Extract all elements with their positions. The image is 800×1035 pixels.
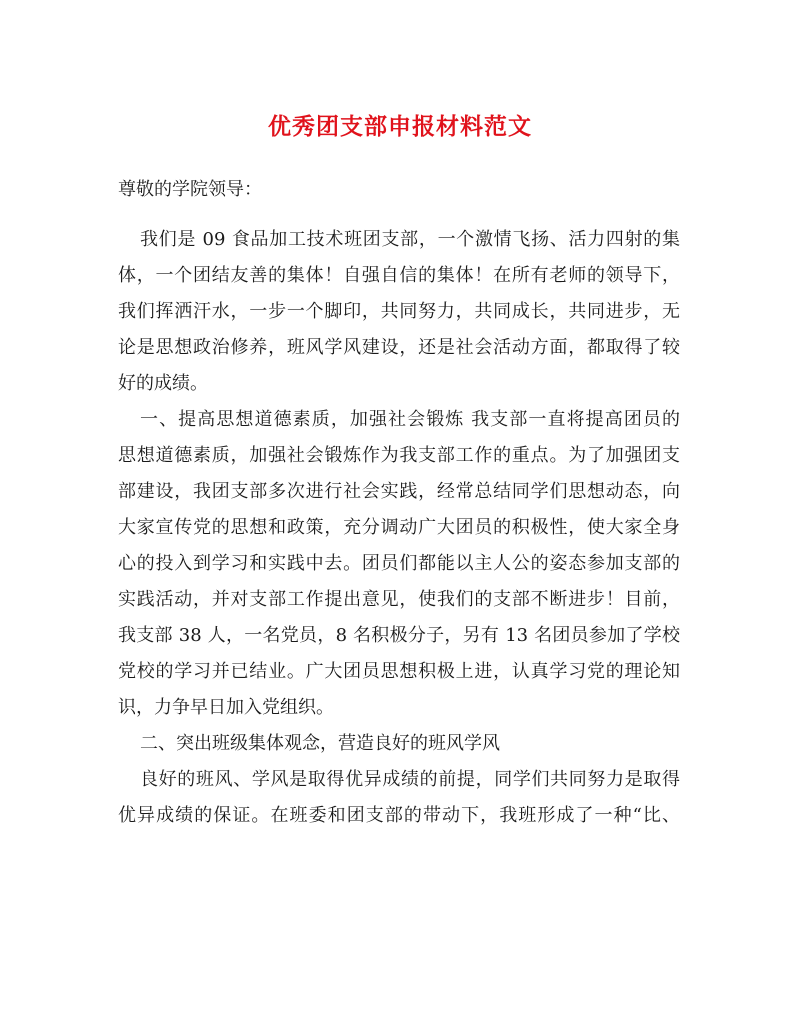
document-title: 优秀团支部申报材料范文: [268, 113, 532, 140]
paragraph-line: 一、提高思想道德素质，加强社会锻炼 我支部一直将提高团员的: [140, 409, 680, 430]
paragraph-line: 论是思想政治修养，班风学风建设，还是社会活动方面，都取得了较: [118, 337, 680, 358]
paragraph-line: 党校的学习并已结业。广大团员思想积极上进，认真学习党的理论知: [118, 661, 680, 682]
paragraph-line: 体，一个团结友善的集体！自强自信的集体！在所有老师的领导下，: [118, 265, 680, 286]
section-heading: 二、突出班级集体观念，营造良好的班风学风: [140, 733, 500, 754]
paragraph-line: 优异成绩的保证。在班委和团支部的带动下，我班形成了一种“比、: [118, 805, 680, 826]
salutation: 尊敬的学院领导：: [118, 179, 262, 200]
paragraph-line: 心的投入到学习和实践中去。团员们都能以主人公的姿态参加支部的: [118, 553, 680, 574]
paragraph-line: 良好的班风、学风是取得优异成绩的前提，同学们共同努力是取得: [140, 769, 680, 790]
paragraph-line: 我们挥洒汗水，一步一个脚印，共同努力，共同成长，共同进步，无: [118, 301, 680, 322]
document-body: [118, 222, 680, 834]
paragraph-line: 好的成绩。: [118, 373, 208, 394]
paragraph-line: 我支部 38 人，一名党员，8 名积极分子，另有 13 名团员参加了学校: [118, 625, 680, 646]
paragraph-line: 我们是 09 食品加工技术班团支部，一个激情飞扬、活力四射的集: [140, 229, 680, 250]
paragraph-line: 识，力争早日加入党组织。: [118, 697, 334, 718]
paragraph-line: 思想道德素质，加强社会锻炼作为我支部工作的重点。为了加强团支: [118, 445, 680, 466]
paragraph-line: 大家宣传党的思想和政策，充分调动广大团员的积极性，使大家全身: [118, 517, 680, 538]
paragraph-line: 部建设，我团支部多次进行社会实践，经常总结同学们思想动态，向: [118, 481, 680, 502]
paragraph-line: 实践活动，并对支部工作提出意见，使我们的支部不断进步！目前，: [118, 589, 680, 610]
